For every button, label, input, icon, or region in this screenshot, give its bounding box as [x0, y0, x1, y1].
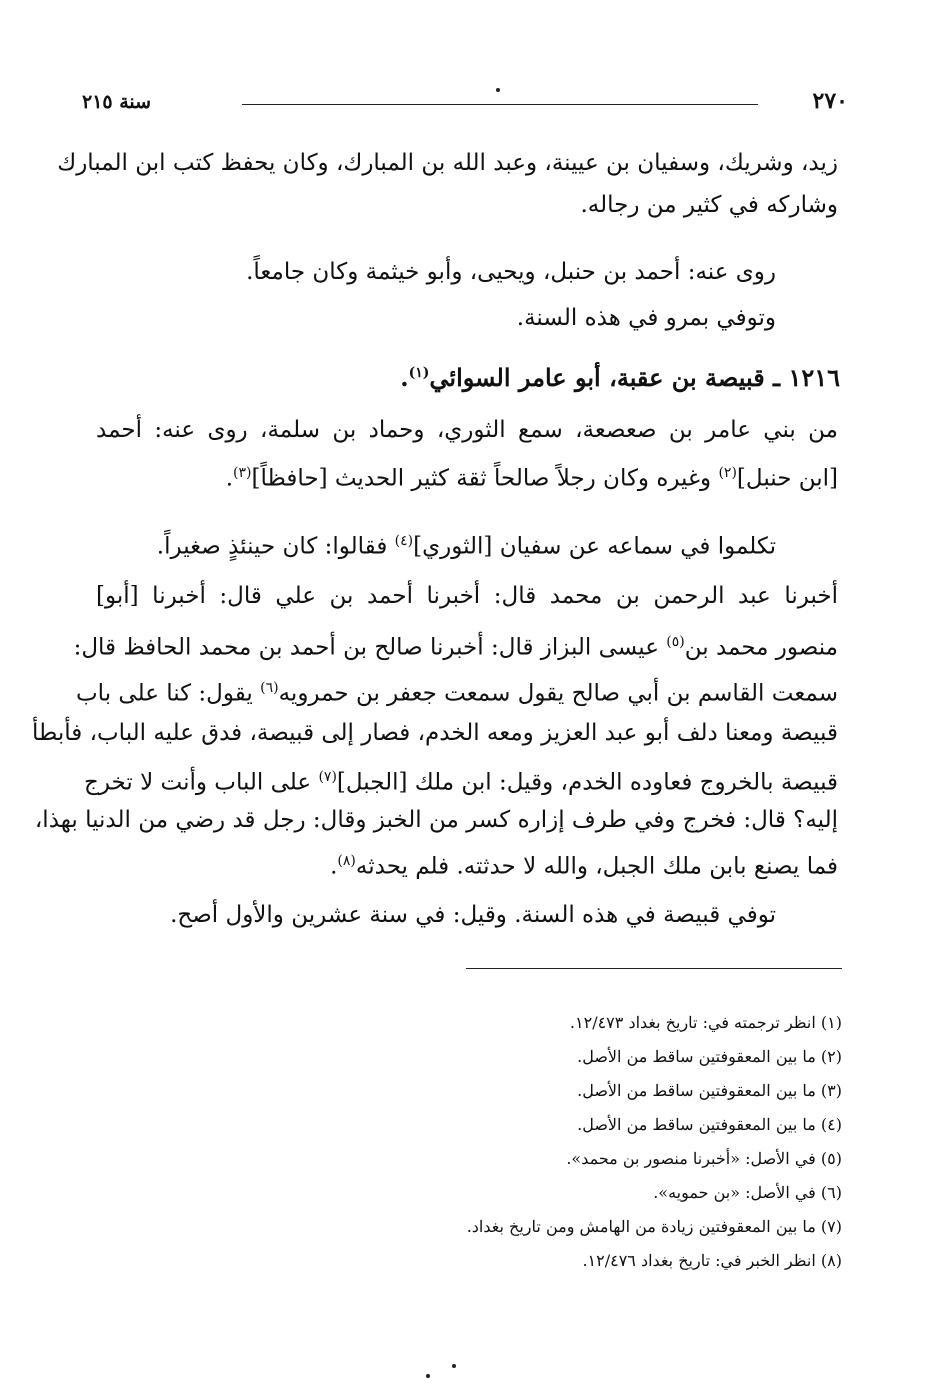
running-title: سنة ٢١٥ [82, 91, 152, 113]
note-ref: (٧) [318, 769, 337, 785]
body-line [157, 526, 776, 562]
body-line: وتوفي بمرو في هذه السنة. [516, 305, 776, 331]
line-text: وغيره وكان رجلاً صالحاً ثقة كثير الحديث [حافظاً] [251, 465, 712, 492]
body-line: أخبرنا عبد الرحمن بن محمد قال: أخبرنا أحمد بن علي قال: أخبرنا [أبو] [96, 583, 838, 609]
speck [452, 1364, 456, 1368]
line-text: عيسى البزاز قال: أخبرنا صالح بن أحمد بن محمد الحافظ قال: [73, 634, 659, 661]
line-text: يقول: كنا على باب [76, 680, 253, 707]
note-ref: (٥) [666, 634, 685, 650]
note-ref: (٤) [394, 533, 414, 549]
speck [426, 1374, 430, 1378]
body-line: وشاركه في كثير من رجاله. [580, 192, 838, 218]
line-text: تكلموا في سماعه عن سفيان [الثوري] [413, 533, 776, 560]
speck [496, 88, 500, 92]
footnote: (٥) في الأصل: «أخبرنا منصور بن محمد». [566, 1149, 842, 1168]
body-line: من بني عامر بن صعصعة، سمع الثوري، وحماد بن سلمة، روى عنه: أحمد [96, 417, 838, 443]
note-ref: (٢) [718, 465, 737, 481]
note-ref: (٦) [260, 680, 279, 696]
footnote: (٦) في الأصل: «بن حمويه». [653, 1183, 842, 1202]
running-header [82, 88, 848, 118]
note-ref: (٨) [337, 853, 356, 869]
header-rule [242, 104, 758, 105]
entry-heading-text: ١٢١٦ ـ قبيصة بن عقبة، أبو عامر السوائي [429, 363, 840, 392]
footnote: (٣) ما بين المعقوفتين ساقط من الأصل. [577, 1081, 842, 1100]
footnote-rule [466, 968, 842, 969]
footnote: (٢) ما بين المعقوفتين ساقط من الأصل. [577, 1047, 842, 1066]
line-text: فقالوا: كان حينئذٍ صغيراً. [156, 533, 388, 560]
line-text: سمعت القاسم بن أبي صالح يقول سمعت جعفر بن حمرويه [278, 680, 838, 707]
note-ref: (١) [408, 365, 430, 381]
line-text: منصور محمد بن [684, 634, 838, 661]
body-line: زيد، وشريك، وسفيان بن عيينة، وعبد الله بن المبارك، وكان يحفظ كتب ابن المبارك [57, 150, 838, 176]
bracket-text: [ابن حنبل] [736, 465, 838, 492]
line-text: على الباب وأنت لا تخرج [83, 769, 312, 796]
line-text: قبيصة بالخروج فعاوده الخدم، وقيل: ابن ملك [الجبل] [336, 769, 838, 796]
page-number: ٢٧٠ [812, 88, 848, 114]
entry-heading [400, 358, 840, 393]
note-ref: (٣) [233, 465, 252, 481]
body-line: إليه؟ قال: فخرج وفي طرف إزاره كسر من الخبز وقال: رجل قد رضي من الدنيا بهذا، [34, 807, 838, 833]
footnote: (١) انظر ترجمته في: تاريخ بغداد ١٢/٤٧٣. [569, 1013, 842, 1032]
footnote: (٤) ما بين المعقوفتين ساقط من الأصل. [577, 1115, 842, 1134]
body-line [83, 762, 838, 798]
body-line: فما يصنع بابن ملك الجبل، والله لا حدثته. فلم يحدثه$^{(٨)}$. [330, 853, 838, 880]
footnote: (٨) انظر الخبر في: تاريخ بغداد ١٢/٤٧٦. [582, 1251, 842, 1270]
line-text: فما يصنع بابن ملك الجبل، والله لا حدثته. فلم يحدثه [355, 853, 838, 880]
body-line: [ابن حنبل]$^{(٢)}$ وغيره وكان رجلاً صالحاً ثقة كثير الحديث [حافظاً]$^{(٣)}$. [225, 465, 838, 492]
body-line [73, 627, 838, 663]
heading-stop: . [400, 363, 409, 392]
body-line [76, 673, 838, 709]
body-line: توفي قبيصة في هذه السنة. وقيل: في سنة عشرين والأول أصح. [170, 902, 776, 928]
body-line: قبيصة ومعنا دلف أبو عبد العزيز ومعه الخدم، فصار إلى قبيصة، فدق عليه الباب، فأبطأ [32, 720, 838, 746]
body-line: روى عنه: أحمد بن حنبل، ويحيى، وأبو خيثمة وكان جامعاً. [246, 259, 776, 285]
footnote: (٧) ما بين المعقوفتين زيادة من الهامش ومن تاريخ بغداد. [466, 1217, 842, 1236]
